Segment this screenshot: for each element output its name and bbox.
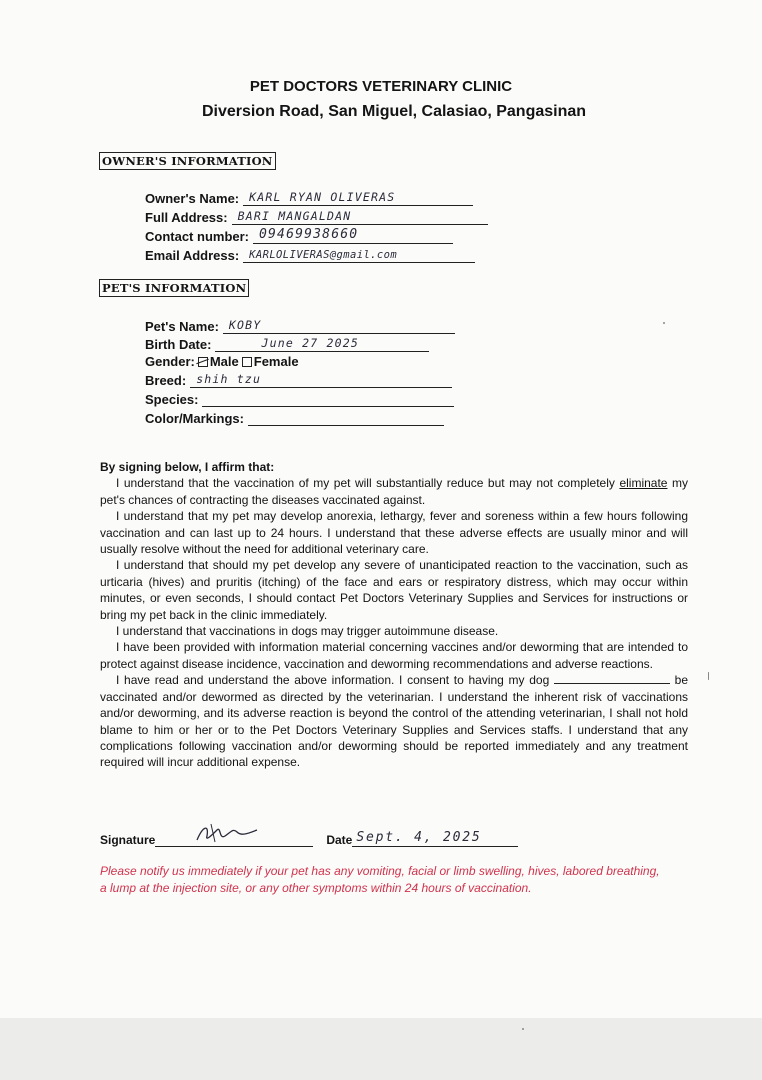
pet-name-row [145, 318, 455, 334]
dog-name-blank[interactable] [554, 673, 670, 684]
gender-row [145, 354, 299, 369]
field-label: Owner's Name: [145, 191, 240, 206]
agreement-paragraph-5: I have been provided with information material concerning vaccines and/or deworming that are intended to protect against disease incidence, vaccination and deworming recommendations and adverse reactions. [100, 640, 688, 671]
breed-row [145, 372, 452, 388]
owner-name-row [145, 190, 473, 206]
scan-margin [0, 1018, 762, 1080]
agreement-paragraph-3: I understand that should my pet develop any severe of unanticipated reaction to the vaccination, such as urticaria (hives) and pruritis (itching) of the face and ears or respiratory distress, which may occur within minutes, or even seconds, I should contact Pet Doctors Veterinary Supplies and Services for instructions or bring my pet back in the clinic immediately. [100, 558, 688, 622]
male-label: Male [209, 354, 239, 369]
female-label: Female [253, 354, 299, 369]
agreement-paragraph-2: I understand that my pet may develop anorexia, lethargy, fever and soreness within a few hours following vaccination and can last up to 24 hours. I understand that these adverse effects are usually minor and will usually resolve without the need for additional veterinary care. [100, 509, 688, 557]
agreement-lead: By signing below, I affirm that: [100, 460, 275, 474]
breed-field[interactable] [190, 372, 452, 388]
field-value: KARL RYAN OLIVERAS [249, 190, 396, 204]
species-row [145, 391, 454, 407]
female-checkbox[interactable] [242, 357, 252, 367]
owner-section-title: OWNER'S INFORMATION [99, 152, 276, 170]
agreement-paragraph-4: I understand that vaccinations in dogs may trigger autoimmune disease. [116, 624, 499, 639]
gender-label: Gender: [145, 354, 195, 369]
full-address-field[interactable] [232, 209, 488, 225]
scan-speck [708, 672, 709, 680]
email-field[interactable] [243, 247, 475, 263]
date-label: Date [326, 833, 353, 847]
email-row [145, 247, 475, 263]
paragraph-text: be vaccinated and/or dewormed as directed by the veterinarian. I understand the inherent risk of vaccinations and/or deworming, and its adverse reaction is beyond the control of the attending veterinarian, I shall not hold blame to him or her or to the Pet Doctors Veterinary Supplies and Services staffs. I understand that any complications following vaccination and/or deworming should be reported immediately and any treatment required will incur additional expense. [100, 673, 689, 770]
full-address-row [145, 209, 488, 225]
signature-label: Signature [100, 833, 156, 847]
field-label: Species: [145, 392, 199, 407]
agreement-paragraph-6 [100, 672, 688, 770]
field-label: Birth Date: [145, 337, 212, 352]
color-markings-row [145, 410, 444, 426]
field-value: KARLOLIVERAS@gmail.com [249, 249, 398, 261]
birth-date-field[interactable] [215, 336, 429, 352]
field-value: BARI MANGALDAN [237, 209, 352, 223]
pet-section-title: PET'S INFORMATION [99, 279, 249, 297]
scan-speck [663, 322, 665, 324]
field-label: Breed: [145, 373, 187, 388]
species-field[interactable] [202, 391, 454, 407]
clinic-address: Diversion Road, San Miguel, Calasiao, Pangasinan [201, 103, 587, 120]
agreement-paragraph-1 [100, 475, 688, 508]
pet-name-field[interactable] [223, 318, 455, 334]
post-vaccination-notice: Please notify us immediately if your pet has any vomiting, facial or limb swelling, hives, labored breathing, a lump at the injection site, or any other symptoms within 24 hours of vaccination. [100, 864, 660, 895]
agreement-text [100, 459, 688, 771]
handwritten-signature [193, 820, 263, 846]
paragraph-text: I have read and understand the above information. I consent to having my dog [116, 673, 550, 688]
field-value: 09469938660 [259, 227, 359, 242]
underlined-word: eliminate [619, 476, 668, 491]
field-label: Email Address: [145, 248, 240, 263]
field-value: shih tzu [196, 372, 262, 386]
field-label: Contact number: [145, 229, 249, 244]
male-checkbox[interactable] [198, 357, 208, 367]
date-value: Sept. 4, 2025 [356, 830, 482, 845]
field-label: Full Address: [145, 210, 228, 225]
clinic-name: PET DOCTORS VETERINARY CLINIC [249, 78, 513, 95]
signature-field[interactable] [155, 830, 313, 847]
signature-row [100, 830, 518, 847]
scan-speck [522, 1028, 524, 1030]
owner-name-field[interactable] [243, 190, 473, 206]
contact-number-row [145, 228, 453, 244]
paragraph-text: I understand that the vaccination of my pet will substantially reduce but may not completely [116, 476, 615, 491]
color-markings-field[interactable] [248, 410, 444, 426]
field-label: Pet's Name: [145, 319, 219, 334]
birth-date-row [145, 336, 429, 352]
date-field[interactable] [352, 830, 518, 847]
field-value: KOBY [228, 318, 262, 332]
field-value: June 27 2025 [261, 336, 359, 350]
paragraph-text: my pet's chances of contracting the diseases vaccinated against. [100, 476, 688, 507]
contact-number-field[interactable] [253, 228, 453, 244]
field-label: Color/Markings: [145, 411, 244, 426]
